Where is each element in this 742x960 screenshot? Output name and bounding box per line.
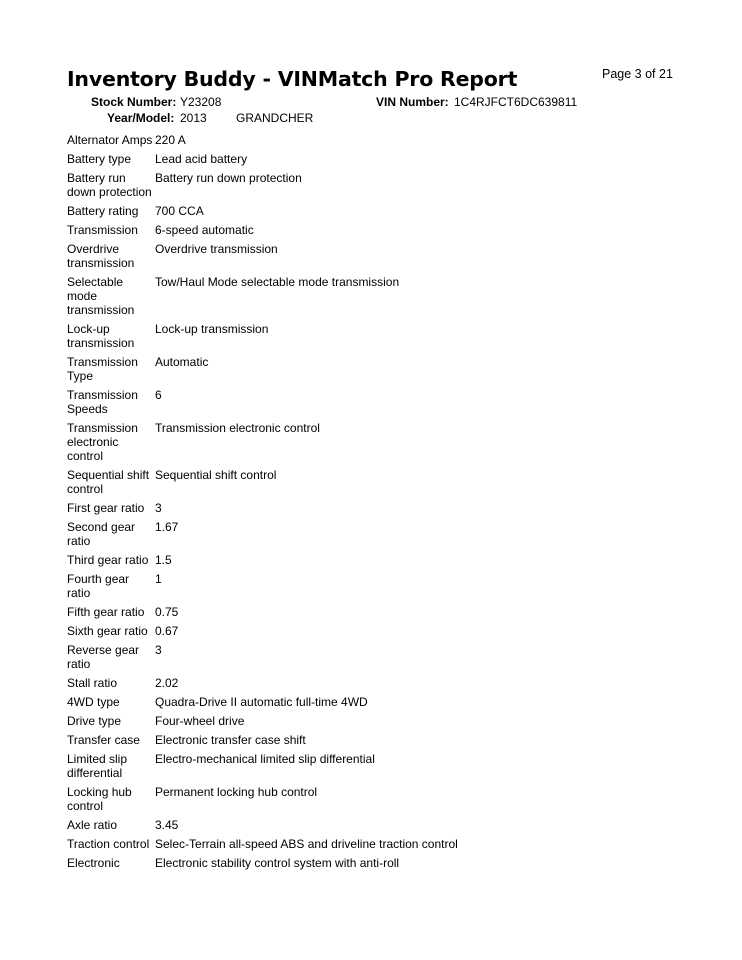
spec-label: Transmission Speeds [67,388,138,416]
spec-row [67,837,687,851]
spec-table [67,133,687,875]
spec-row [67,275,687,317]
spec-label: Fifth gear ratio [67,605,145,619]
spec-row [67,624,687,638]
spec-row [67,501,687,515]
stock-number-value: Y23208 [180,95,222,109]
spec-row [67,223,687,237]
spec-row [67,676,687,690]
spec-value: 1.5 [155,553,172,567]
spec-row [67,133,687,147]
spec-value: Permanent locking hub control [155,785,318,799]
spec-value: 700 CCA [155,204,204,218]
vin-number-label: VIN Number: [376,95,449,109]
spec-label: Overdrive transmission [67,242,135,270]
spec-value: Tow/Haul Mode selectable mode transmission [155,275,400,289]
vin-number-value: 1C4RJFCT6DC639811 [454,95,578,109]
spec-row [67,818,687,832]
spec-value: Quadra-Drive II automatic full-time 4WD [155,695,368,709]
spec-row [67,242,687,270]
stock-number-label: Stock Number: [91,95,177,109]
spec-value: 6-speed automatic [155,223,254,237]
page-number: Page 3 of 21 [602,67,673,81]
spec-row [67,388,687,416]
spec-row [67,695,687,709]
spec-row [67,605,687,619]
spec-label: Sixth gear ratio [67,624,148,638]
spec-label: Sequential shift control [67,468,150,496]
spec-row [67,785,687,813]
spec-value: Transmission electronic control [155,421,320,435]
spec-label: First gear ratio [67,501,145,515]
spec-value: 1 [155,572,162,586]
spec-row [67,355,687,383]
spec-row [67,171,687,199]
spec-label: Fourth gear ratio [67,572,130,600]
spec-value: Lead acid battery [155,152,248,166]
spec-value: 0.67 [155,624,179,638]
spec-label: Transmission [67,223,138,237]
spec-label: Selectable mode transmission [67,275,135,317]
spec-value: Battery run down protection [155,171,302,185]
spec-label: Stall ratio [67,676,118,690]
spec-label: Battery run down protection [67,171,152,199]
spec-label: Second gear ratio [67,520,136,548]
spec-value: Selec-Terrain all-speed ABS and driveline traction control [155,837,458,851]
spec-row [67,733,687,747]
spec-value: Electro-mechanical limited slip differential [155,752,375,766]
spec-label: Drive type [67,714,122,728]
spec-label: Locking hub control [67,785,132,813]
spec-label: Axle ratio [67,818,118,832]
spec-value: Automatic [155,355,209,369]
spec-label: Lock-up transmission [67,322,135,350]
spec-label: Third gear ratio [67,553,149,567]
spec-row [67,152,687,166]
spec-row [67,468,687,496]
spec-label: Transmission electronic control [67,421,138,463]
spec-label: Electronic [67,856,120,870]
spec-value: 2.02 [155,676,179,690]
spec-label: Battery type [67,152,132,166]
spec-row [67,421,687,463]
report-title: Inventory Buddy - VINMatch Pro Report [67,67,518,91]
spec-label: Reverse gear ratio [67,643,140,671]
spec-value: 220 A [155,133,186,147]
spec-label: Transmission Type [67,355,138,383]
spec-row [67,714,687,728]
spec-label: Transfer case [67,733,140,747]
spec-row [67,204,687,218]
spec-value: 3.45 [155,818,179,832]
year-model-label: Year/Model: [107,111,175,125]
spec-label: Battery rating [67,204,139,218]
spec-value: Overdrive transmission [155,242,278,256]
year-value: 2013 [180,111,207,125]
spec-row [67,322,687,350]
spec-value: Lock-up transmission [155,322,269,336]
spec-row [67,572,687,600]
spec-value: 1.67 [155,520,179,534]
spec-value: Electronic stability control system with anti-roll [155,856,400,870]
spec-row [67,553,687,567]
spec-value: Sequential shift control [155,468,277,482]
spec-label: 4WD type [67,695,120,709]
spec-row [67,856,687,870]
spec-row [67,643,687,671]
spec-label: Traction control [67,837,150,851]
spec-label: Alternator Amps [67,133,153,147]
spec-row [67,520,687,548]
spec-row [67,752,687,780]
spec-label: Limited slip differential [67,752,128,780]
spec-value: 3 [155,643,162,657]
spec-value: Four-wheel drive [155,714,245,728]
spec-value: 0.75 [155,605,179,619]
spec-value: Electronic transfer case shift [155,733,306,747]
spec-value: 3 [155,501,162,515]
model-value: GRANDCHER [236,111,314,125]
spec-value: 6 [155,388,162,402]
